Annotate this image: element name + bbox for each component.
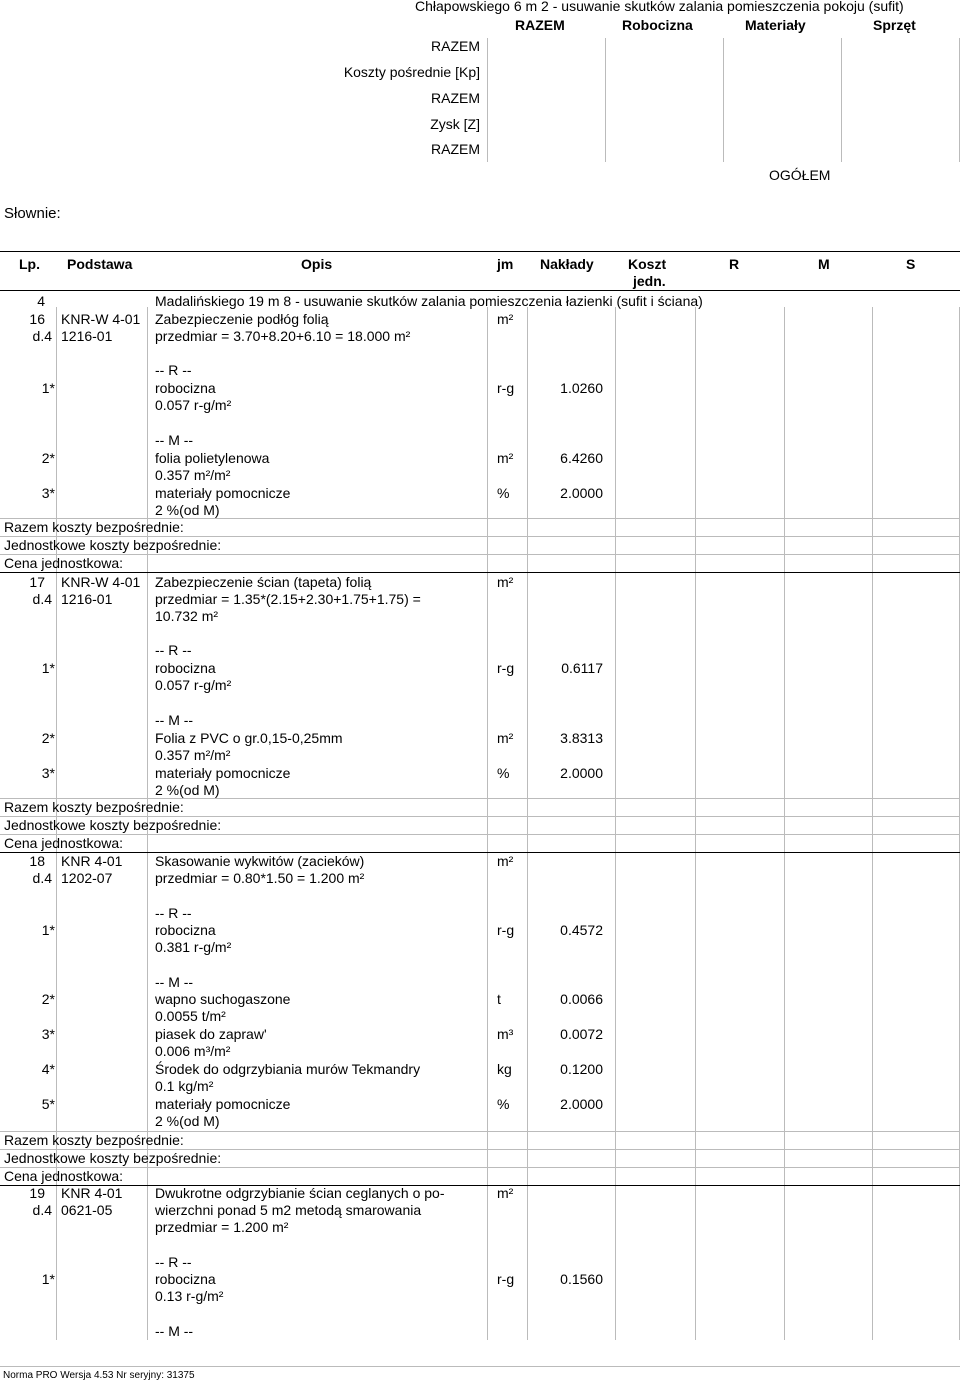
cena-jednostkowa: Cena jednostkowa: [4, 1168, 124, 1184]
resource-name: Folia z PVC o gr.0,15-0,25mm [155, 730, 343, 746]
item-przedmiar: przedmiar = 1.35*(2.15+2.30+1.75+1.75) = [155, 591, 421, 607]
resource-quantity: 2.0000 [560, 765, 603, 781]
footer-version: Norma PRO Wersja 4.53 Nr seryjny: 31375 [3, 1370, 195, 1381]
item-description: Skasowanie wykwitów (zacieków) [155, 853, 365, 869]
slownie-label: Słownie: [4, 205, 61, 222]
resource-name: materiały pomocnicze [155, 765, 291, 781]
section-number: 4 [37, 293, 45, 309]
item-przedmiar: przedmiar = 0.80*1.50 = 1.200 m² [155, 870, 365, 886]
resource-unit: % [497, 765, 510, 781]
th-m: M [818, 256, 830, 272]
resource-unit: r-g [497, 1271, 515, 1287]
resource-norm: 0.357 m²/m² [155, 747, 231, 763]
item-description: Zabezpieczenie podłóg folią [155, 311, 329, 327]
item-description: Dwukrotne odgrzybianie ścian ceglanych o po- [155, 1185, 445, 1201]
th-koszt: Koszt [628, 256, 667, 272]
m-group-header: -- M -- [155, 974, 194, 990]
resource-name: robocizna [155, 380, 216, 396]
th-jedn: jedn. [633, 273, 666, 289]
summary-razem-1: RAZEM [431, 38, 480, 54]
item-unit: m² [497, 853, 514, 869]
resource-norm: 0.0055 t/m² [155, 1008, 226, 1024]
resource-number: 5* [41, 1096, 55, 1112]
item-basis: KNR-W 4-01 [61, 311, 141, 327]
th-podstawa: Podstawa [67, 256, 133, 272]
section-title: Madalińskiego 19 m 8 - usuwanie skutków zalania pomieszczenia łazienki (sufit i ściana) [155, 293, 703, 309]
item-unit: m² [497, 574, 514, 590]
jednostkowe-koszty-bezposrednie: Jednostkowe koszty bezpośrednie: [4, 817, 222, 833]
r-group-header: -- R -- [155, 642, 192, 658]
item-przedmiar: przedmiar = 3.70+8.20+6.10 = 18.000 m² [155, 328, 411, 344]
summary-ogolem: OGÓŁEM [769, 167, 831, 183]
resource-number: 4* [41, 1061, 55, 1077]
resource-quantity: 0.1200 [560, 1061, 603, 1077]
resource-number: 2* [41, 730, 55, 746]
resource-number: 1* [41, 660, 55, 676]
item-lp: 19 [29, 1185, 45, 1201]
m-group-header: -- M -- [155, 432, 194, 448]
summary-koszty-posrednie: Koszty pośrednie [Kp] [343, 64, 480, 80]
col-header-razem: RAZEM [515, 17, 565, 33]
item-basis: KNR-W 4-01 [61, 574, 141, 590]
r-group-header: -- R -- [155, 362, 192, 378]
item-basis: KNR 4-01 [61, 1185, 123, 1201]
razem-koszty-bezposrednie: Razem koszty bezpośrednie: [4, 799, 184, 815]
item-lp-suffix: d.4 [32, 328, 52, 344]
item-unit: m² [497, 311, 514, 327]
resource-norm: 0.13 r-g/m² [155, 1288, 224, 1304]
document-title: Chłapowskiego 6 m 2 - usuwanie skutków zalania pomieszczenia pokoju (sufit) [415, 0, 904, 14]
resource-number: 2* [41, 450, 55, 466]
resource-unit: t [497, 991, 501, 1007]
resource-unit: r-g [497, 380, 515, 396]
resource-number: 3* [41, 765, 55, 781]
resource-norm: 2 %(od M) [155, 502, 220, 518]
razem-koszty-bezposrednie: Razem koszty bezpośrednie: [4, 1132, 184, 1148]
item-lp-suffix: d.4 [32, 591, 52, 607]
th-naklady: Nakłady [540, 256, 594, 272]
resource-norm: 0.381 r-g/m² [155, 939, 232, 955]
r-group-header: -- R -- [155, 905, 192, 921]
item-basis: KNR 4-01 [61, 853, 123, 869]
th-lp: Lp. [19, 256, 40, 272]
resource-number: 3* [41, 485, 55, 501]
resource-name: robocizna [155, 922, 216, 938]
resource-number: 1* [41, 922, 55, 938]
resource-norm: 0.006 m³/m² [155, 1043, 231, 1059]
resource-norm: 2 %(od M) [155, 782, 220, 798]
resource-quantity: 0.4572 [560, 922, 603, 938]
item-basis-code: 1216-01 [61, 591, 113, 607]
resource-name: robocizna [155, 1271, 216, 1287]
item-lp: 17 [29, 574, 45, 590]
resource-number: 1* [41, 380, 55, 396]
item-unit: m² [497, 1185, 514, 1201]
resource-unit: % [497, 1096, 510, 1112]
r-group-header: -- R -- [155, 1254, 192, 1270]
resource-unit: r-g [497, 660, 515, 676]
resource-unit: r-g [497, 922, 515, 938]
resource-quantity: 6.4260 [560, 450, 603, 466]
item-basis-code: 1202-07 [61, 870, 113, 886]
resource-unit: % [497, 485, 510, 501]
item-przedmiar-continued: 10.732 m² [155, 608, 219, 624]
th-s: S [906, 256, 916, 272]
item-description: Zabezpieczenie ścian (tapeta) folią [155, 574, 372, 590]
resource-norm: 0.057 r-g/m² [155, 677, 232, 693]
resource-number: 2* [41, 991, 55, 1007]
th-r: R [729, 256, 740, 272]
col-header-robocizna: Robocizna [622, 17, 693, 33]
resource-quantity: 2.0000 [560, 485, 603, 501]
item-przedmiar: przedmiar = 1.200 m² [155, 1219, 289, 1235]
resource-unit: m³ [497, 1026, 514, 1042]
razem-koszty-bezposrednie: Razem koszty bezpośrednie: [4, 519, 184, 535]
item-lp-suffix: d.4 [32, 870, 52, 886]
summary-razem-2: RAZEM [431, 90, 480, 106]
resource-name: folia polietylenowa [155, 450, 270, 466]
resource-number: 1* [41, 1271, 55, 1287]
item-basis-code: 1216-01 [61, 328, 113, 344]
jednostkowe-koszty-bezposrednie: Jednostkowe koszty bezpośrednie: [4, 1150, 222, 1166]
item-lp-suffix: d.4 [32, 1202, 52, 1218]
summary-razem-3: RAZEM [431, 141, 480, 157]
resource-norm: 0.357 m²/m² [155, 467, 231, 483]
resource-unit: kg [497, 1061, 512, 1077]
jednostkowe-koszty-bezposrednie: Jednostkowe koszty bezpośrednie: [4, 537, 222, 553]
item-lp: 18 [29, 853, 45, 869]
resource-name: wapno suchogaszone [155, 991, 291, 1007]
resource-quantity: 3.8313 [560, 730, 603, 746]
resource-norm: 0.057 r-g/m² [155, 397, 232, 413]
resource-quantity: 0.0066 [560, 991, 603, 1007]
resource-unit: m² [497, 730, 514, 746]
resource-name: Środek do odgrzybiania murów Tekmandry [155, 1061, 421, 1077]
th-jm: jm [497, 256, 514, 272]
resource-quantity: 0.6117 [561, 660, 603, 676]
item-basis-code: 0621-05 [61, 1202, 113, 1218]
col-header-materialy: Materiały [745, 17, 806, 33]
item-description-line-2: wierzchni ponad 5 m2 metodą smarowania [155, 1202, 422, 1218]
col-header-sprzet: Sprzęt [873, 17, 916, 33]
resource-norm: 2 %(od M) [155, 1113, 220, 1129]
resource-quantity: 1.0260 [560, 380, 603, 396]
th-opis: Opis [301, 256, 333, 272]
resource-number: 3* [41, 1026, 55, 1042]
resource-name: robocizna [155, 660, 216, 676]
resource-quantity: 2.0000 [560, 1096, 603, 1112]
item-lp: 16 [29, 311, 45, 327]
resource-unit: m² [497, 450, 514, 466]
resource-name: piasek do zapraw' [155, 1026, 267, 1042]
cena-jednostkowa: Cena jednostkowa: [4, 555, 124, 571]
resource-name: materiały pomocnicze [155, 1096, 291, 1112]
resource-quantity: 0.1560 [560, 1271, 603, 1287]
m-group-header: -- M -- [155, 712, 194, 728]
m-group-header: -- M -- [155, 1323, 194, 1339]
resource-name: materiały pomocnicze [155, 485, 291, 501]
resource-quantity: 0.0072 [560, 1026, 603, 1042]
summary-zysk: Zysk [Z] [430, 116, 480, 132]
cena-jednostkowa: Cena jednostkowa: [4, 835, 124, 851]
resource-norm: 0.1 kg/m² [155, 1078, 214, 1094]
